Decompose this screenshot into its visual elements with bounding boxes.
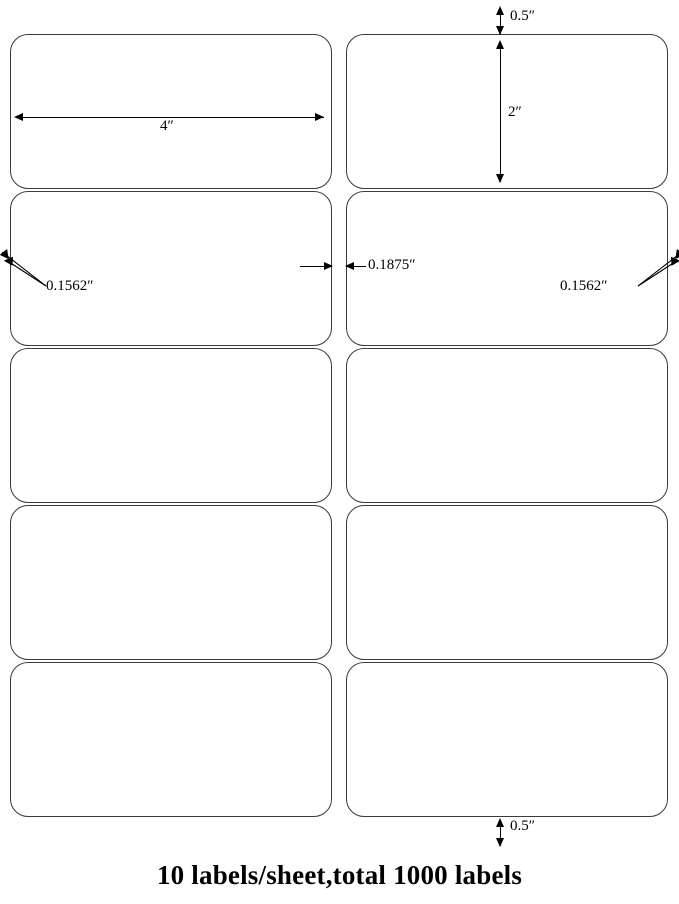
bottom-margin-arrow-up — [496, 818, 504, 827]
right-margin-label: 0.1562″ — [560, 278, 608, 294]
top-margin-arrow-up — [496, 6, 504, 15]
bottom-margin-arrow-down — [496, 838, 504, 847]
label-width-arrow-left — [14, 113, 23, 121]
label-r4c1 — [10, 505, 332, 660]
label-width-label: 4″ — [160, 118, 174, 134]
label-height-dim-line — [500, 42, 501, 182]
left-margin-leader — [0, 246, 70, 306]
label-height-arrow-up — [496, 40, 504, 49]
label-r5c2 — [346, 662, 668, 817]
diagram-caption: 10 labels/sheet,total 1000 labels — [156, 860, 523, 890]
top-margin-label: 0.5″ — [510, 8, 535, 24]
right-margin-leader — [614, 246, 679, 306]
left-margin-label: 0.1562″ — [46, 278, 94, 294]
gap-left-arrow — [324, 262, 333, 270]
label-r3c1 — [10, 348, 332, 503]
label-height-arrow-down — [496, 174, 504, 183]
bottom-margin-label: 0.5″ — [510, 818, 535, 834]
label-r5c1 — [10, 662, 332, 817]
label-r1c1 — [10, 34, 332, 189]
top-margin-arrow-down — [496, 26, 504, 35]
label-r1c2 — [346, 34, 668, 189]
label-width-arrow-right — [315, 113, 324, 121]
label-r3c2 — [346, 348, 668, 503]
label-r4c2 — [346, 505, 668, 660]
gap-right-arrow — [345, 262, 354, 270]
gap-label: 0.1875″ — [368, 257, 416, 273]
label-height-label: 2″ — [508, 104, 522, 120]
